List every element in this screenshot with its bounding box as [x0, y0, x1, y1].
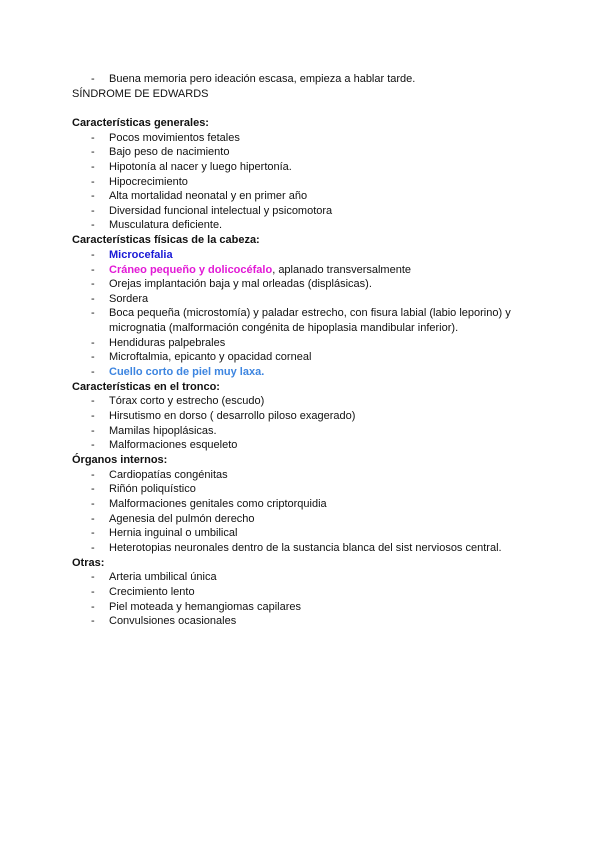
list-item-text: Pocos movimientos fetales	[109, 132, 240, 144]
bullet-dash: -	[91, 278, 95, 290]
bullet-dash: -	[91, 146, 95, 158]
list-item-text: Microftalmia, epicanto y opacidad corneal	[109, 351, 312, 363]
bullet-dash: -	[91, 132, 95, 144]
list-item-text: Crecimiento lento	[109, 586, 195, 598]
list-item-text-highlight: Microcefalia	[109, 249, 173, 261]
list-item-text: , aplanado transversalmente	[272, 264, 412, 276]
list-item-text: Heterotopias neuronales dentro de la sustancia blanca del sist nerviosos central.	[109, 542, 502, 554]
list-item-text: Hernia inguinal o umbilical	[109, 527, 238, 539]
list-item-text: Diversidad funcional intelectual y psicomotora	[109, 205, 333, 217]
section-heading-general: Características generales:	[72, 117, 209, 129]
bullet-dash: -	[91, 439, 95, 451]
bullet-dash: -	[91, 337, 95, 349]
bullet-dash: -	[91, 542, 95, 554]
section-heading-organs: Órganos internos:	[72, 454, 168, 466]
bullet-dash: -	[91, 249, 95, 261]
bullet-dash: -	[91, 307, 95, 319]
list-item-text: Mamilas hipoplásicas.	[109, 425, 217, 437]
bullet-dash: -	[91, 351, 95, 363]
list-item-text: Convulsiones ocasionales	[109, 615, 237, 627]
bullet-dash: -	[91, 483, 95, 495]
document-title: SÍNDROME DE EDWARDS	[72, 88, 209, 100]
bullet-dash: -	[91, 410, 95, 422]
bullet-dash: -	[91, 498, 95, 510]
section-heading-head: Características físicas de la cabeza:	[72, 234, 260, 246]
list-item-text: Buena memoria pero ideación escasa, empieza a hablar tarde.	[109, 73, 416, 85]
list-item-text: Sordera	[109, 293, 149, 305]
list-item-text: Malformaciones esqueleto	[109, 439, 238, 451]
bullet-dash: -	[91, 469, 95, 481]
list-item-text: Tórax corto y estrecho (escudo)	[109, 395, 265, 407]
list-item-text: Orejas implantación baja y mal orleadas (displásicas).	[109, 278, 372, 290]
list-item-text: Alta mortalidad neonatal y en primer año	[109, 190, 308, 202]
list-item-text-highlight: Cuello corto de piel muy laxa.	[109, 366, 265, 378]
bullet-dash: -	[91, 190, 95, 202]
list-item-text: Riñón poliquístico	[109, 483, 196, 495]
list-item-text: Cardiopatías congénitas	[109, 469, 228, 481]
bullet-dash: -	[91, 264, 95, 276]
list-item-text: Hipotonía al nacer y luego hipertonía.	[109, 161, 292, 173]
bullet-dash: -	[91, 571, 95, 583]
section-heading-trunk: Características en el tronco:	[72, 381, 220, 393]
bullet-dash: -	[91, 513, 95, 525]
list-item-text: Hirsutismo en dorso ( desarrollo piloso exagerado)	[109, 410, 356, 422]
bullet-dash: -	[91, 395, 95, 407]
bullet-dash: -	[91, 176, 95, 188]
list-item-text: Malformaciones genitales como criptorquidia	[109, 498, 327, 510]
list-item-text: Hendiduras palpebrales	[109, 337, 226, 349]
bullet-dash: -	[91, 586, 95, 598]
section-heading-others: Otras:	[72, 557, 105, 569]
bullet-dash: -	[91, 527, 95, 539]
list-item-text: Boca pequeña (microstomía) y paladar estrecho, con fisura labial (labio leporino) y	[109, 307, 511, 319]
bullet-dash: -	[91, 425, 95, 437]
list-item-text: Agenesia del pulmón derecho	[109, 513, 255, 525]
bullet-dash: -	[91, 601, 95, 613]
bullet-dash: -	[91, 219, 95, 231]
bullet-dash: -	[91, 615, 95, 627]
bullet-dash: -	[91, 205, 95, 217]
list-item-text: Hipocrecimiento	[109, 176, 188, 188]
list-item-text: Arteria umbilical única	[109, 571, 217, 583]
bullet-dash: -	[91, 161, 95, 173]
list-item-text: micrognatia (malformación congénita de hipoplasia mandibular inferior).	[109, 322, 459, 334]
list-item-text-highlight: Cráneo pequeño y dolicocéfalo	[109, 264, 273, 276]
list-item-text: Piel moteada y hemangiomas capilares	[109, 601, 301, 613]
bullet-dash: -	[91, 293, 95, 305]
bullet-dash: -	[91, 73, 95, 85]
list-item-text: Bajo peso de nacimiento	[109, 146, 230, 158]
list-item-text: Musculatura deficiente.	[109, 219, 223, 231]
bullet-dash: -	[91, 366, 95, 378]
